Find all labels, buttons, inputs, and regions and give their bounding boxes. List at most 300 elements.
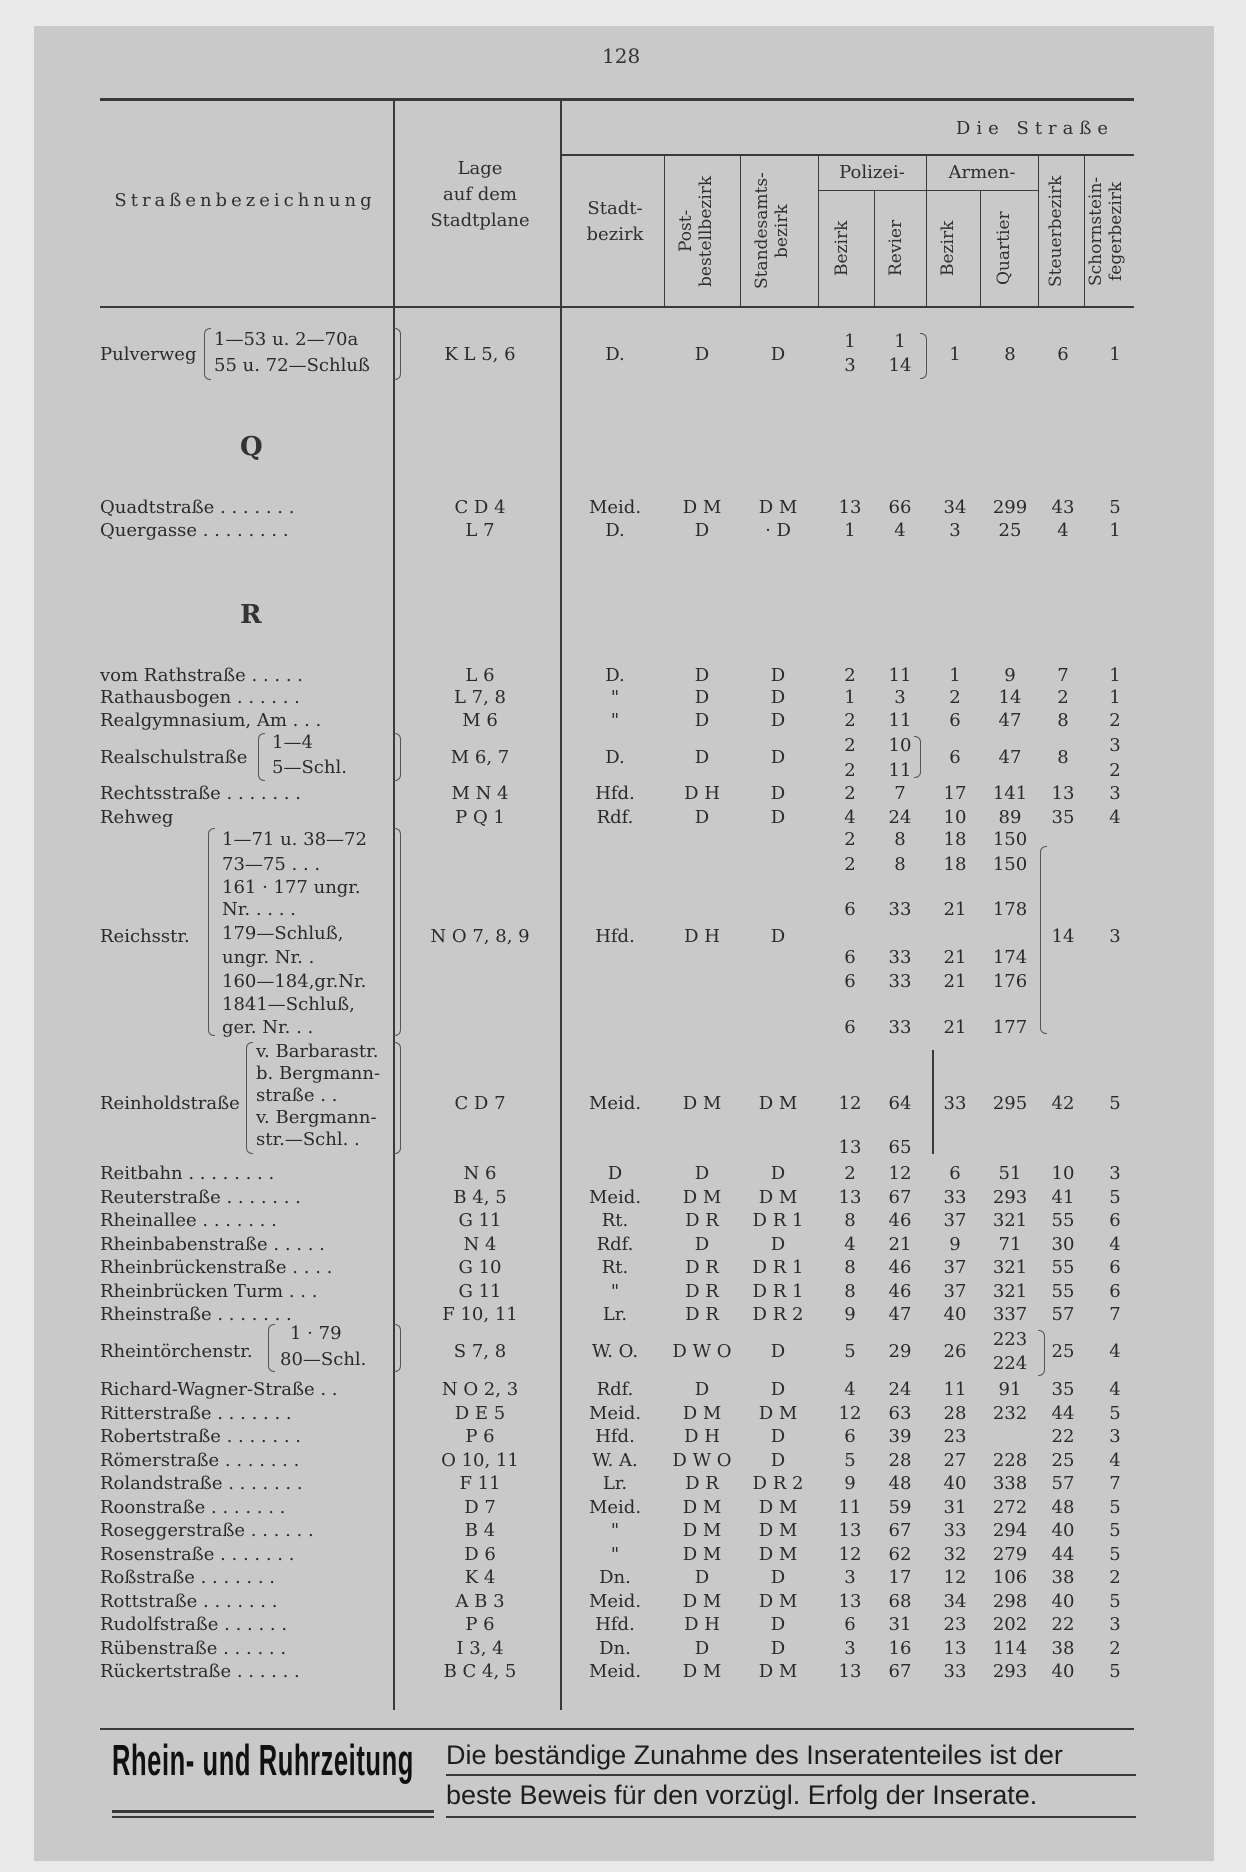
row-sch: 1 xyxy=(1109,665,1121,686)
row-lage: G 10 xyxy=(458,1257,502,1278)
realschul-st: 8 xyxy=(1057,747,1069,768)
reichsstr-sub: Nr. . . . . xyxy=(222,899,296,920)
row-lage: K 4 xyxy=(464,1567,496,1588)
col-rule-9 xyxy=(1038,155,1039,307)
row-aq: 202 xyxy=(992,1614,1028,1635)
row-lage: F 11 xyxy=(459,1473,501,1494)
row-lage: F 10, 11 xyxy=(442,1304,518,1325)
row-post: D xyxy=(694,710,710,731)
row-st: 30 xyxy=(1051,1233,1075,1255)
realschul-sch1: 3 xyxy=(1109,735,1121,756)
reinhold-row xyxy=(0,1092,1246,1115)
row-name: Reitbahn . . . . . . . . xyxy=(100,1163,275,1184)
polizei-subrule xyxy=(818,190,926,191)
row-aq: 279 xyxy=(992,1543,1028,1565)
ad-bottom-rule xyxy=(446,1816,1136,1818)
row-lage: N O 2, 3 xyxy=(441,1379,519,1400)
row-pr: 67 xyxy=(888,1186,912,1208)
table-row xyxy=(0,1378,1246,1401)
header-lage-2: auf dem xyxy=(443,184,517,205)
row-lage: P Q 1 xyxy=(455,807,505,828)
row-stand: D xyxy=(770,1637,786,1659)
header-standesamt: Standesamts-bezirk xyxy=(752,172,792,290)
row-st: 22 xyxy=(1051,1614,1075,1635)
row-lage: A B 3 xyxy=(455,1590,505,1612)
row-stadt: W. A. xyxy=(592,1449,638,1471)
row-ab: 21 xyxy=(943,947,967,968)
row-aq: 294 xyxy=(992,1520,1028,1541)
rheintoerchen-lage: S 7, 8 xyxy=(453,1341,507,1362)
row-stand: D M xyxy=(758,1661,798,1682)
realschul-pr2: 11 xyxy=(888,760,912,781)
reichsstr-sub: 179—Schluß, xyxy=(222,923,344,944)
row-post: D M xyxy=(682,1590,722,1612)
row-post: D H xyxy=(684,783,720,804)
realschul-row-b xyxy=(0,759,1246,782)
pulverweg-name: Pulverweg xyxy=(100,344,197,365)
row-ab: 33 xyxy=(943,1520,967,1541)
row-ab: 23 xyxy=(943,1426,967,1447)
row-aq: 89 xyxy=(998,807,1022,828)
row-st: 8 xyxy=(1057,710,1069,731)
row-post: D xyxy=(694,687,710,708)
row-lage: M N 4 xyxy=(451,783,509,804)
row-stadt: Rdf. xyxy=(596,1379,634,1400)
row-ab: 37 xyxy=(943,1280,967,1302)
section-letter-r: R xyxy=(240,600,262,630)
row-sch: 7 xyxy=(1109,1304,1121,1325)
row-pr: 24 xyxy=(888,807,912,828)
row-name: Rottstraße . . . . . . . xyxy=(100,1590,278,1612)
row-aq: 321 xyxy=(992,1280,1028,1302)
row-pr: 33 xyxy=(888,1017,912,1038)
row-pb: 11 xyxy=(838,1496,862,1518)
row-ab: 6 xyxy=(949,1163,961,1184)
table-row xyxy=(0,1256,1246,1279)
reinhold-sch: 5 xyxy=(1109,1093,1121,1114)
rheintoerchen-row-b xyxy=(0,1352,1246,1375)
reinhold-sub: straße . . xyxy=(256,1085,338,1106)
row-pb: 1 xyxy=(844,520,856,541)
rheintoerchen-ab: 26 xyxy=(943,1341,967,1362)
row-stadt: Hfd. xyxy=(595,1614,635,1635)
row-lage: G 11 xyxy=(458,1280,502,1302)
row-pr: 3 xyxy=(894,687,906,708)
reinhold-sub: b. Bergmann- xyxy=(256,1063,381,1084)
row-name: Rolandstraße . . . . . . . xyxy=(100,1473,303,1494)
row-aq: 337 xyxy=(992,1304,1028,1325)
row-post: D xyxy=(694,1163,710,1184)
reinhold-pb1: 12 xyxy=(838,1093,862,1114)
reichsstr-sch: 3 xyxy=(1109,926,1121,947)
row-stand: D M xyxy=(758,1520,798,1541)
row-name: Quadtstraße . . . . . . . xyxy=(100,497,295,518)
row-aq: 106 xyxy=(992,1567,1028,1588)
row-ab: 33 xyxy=(943,1661,967,1682)
row-pr: 48 xyxy=(888,1473,912,1494)
table-row xyxy=(0,922,1246,945)
row-name: Rübenstraße . . . . . . xyxy=(100,1637,287,1659)
row-sch: 5 xyxy=(1109,1590,1121,1612)
row-ab: 11 xyxy=(943,1379,967,1400)
row-ab: 21 xyxy=(943,1017,967,1038)
row-post: D xyxy=(694,1567,710,1588)
pulverweg-row-b xyxy=(0,354,1246,377)
row-aq: 9 xyxy=(1004,665,1016,686)
ad-title: Rhein- und Ruhrzeitung xyxy=(112,1736,414,1785)
row-post: D W O xyxy=(672,1449,732,1471)
row-aq: 232 xyxy=(992,1402,1028,1424)
reichsstr-sub: 73—75 . . . xyxy=(222,854,321,875)
col-rule-3 xyxy=(664,155,665,307)
reichsstr-stadt: Hfd. xyxy=(595,926,635,947)
row-name: Roonstraße . . . . . . . xyxy=(100,1496,286,1518)
reichsstr-sub: ungr. Nr. . xyxy=(222,947,315,968)
reinhold-sub: str.—Schl. . xyxy=(256,1129,360,1150)
row-st: 38 xyxy=(1051,1637,1075,1659)
row-lage: N 6 xyxy=(463,1163,497,1184)
row-stand: D xyxy=(770,710,786,731)
realschul-row-a xyxy=(0,734,1246,757)
row-ab: 13 xyxy=(943,1637,967,1659)
table-row xyxy=(0,1590,1246,1613)
row-name: Rehweg xyxy=(100,807,174,828)
row-stadt: Hfd. xyxy=(595,783,635,804)
row-name: Rudolfstraße . . . . . . xyxy=(100,1614,288,1635)
row-lage: I 3, 4 xyxy=(456,1637,504,1659)
row-st: 2 xyxy=(1057,687,1069,708)
row-stadt: D. xyxy=(605,665,625,686)
row-sch: 2 xyxy=(1109,1567,1121,1588)
row-ab: 31 xyxy=(943,1496,967,1518)
pulverweg-pb1: 1 xyxy=(844,331,856,352)
row-pb: 3 xyxy=(844,1637,856,1659)
row-post: D M xyxy=(682,1496,722,1518)
pulverweg-pb2: 3 xyxy=(844,355,856,376)
reinhold-name: Reinholdstraße xyxy=(100,1093,240,1114)
row-aq: 176 xyxy=(992,971,1028,992)
row-stand: · D xyxy=(765,520,791,541)
row-name: Rheinbabenstraße . . . . . xyxy=(100,1233,325,1255)
pulverweg-sub1: 1—53 u. 2—70a xyxy=(214,329,359,350)
row-stand: D xyxy=(770,1614,786,1635)
row-stadt: Rdf. xyxy=(596,1233,634,1255)
rheintoerchen-aq2: 224 xyxy=(992,1353,1028,1374)
header-armen-bezirk: Bezirk xyxy=(938,220,958,276)
rheintoerchen-st: 25 xyxy=(1051,1341,1075,1362)
header-strassenbezeichnung: Straßenbezeichnung xyxy=(114,190,376,211)
header-schornstein: Schornstein-fegerbezirk xyxy=(1086,176,1126,286)
reichsstr-sub: 1—71 u. 38—72 xyxy=(222,829,367,850)
row-aq: 321 xyxy=(992,1257,1028,1278)
rheintoerchen-sub1: 1 · 79 xyxy=(290,1323,342,1344)
row-sch: 5 xyxy=(1109,497,1121,518)
table-row xyxy=(0,1162,1246,1185)
row-lage: B 4, 5 xyxy=(453,1186,507,1208)
row-ab: 17 xyxy=(943,783,967,804)
row-stand: D M xyxy=(758,1590,798,1612)
row-name: Rheinstraße . . . . . . . xyxy=(100,1304,292,1325)
row-aq: 321 xyxy=(992,1210,1028,1231)
row-st: 44 xyxy=(1051,1543,1075,1565)
row-stadt: Rdf. xyxy=(596,807,634,828)
header-polizei-revier: Revier xyxy=(886,219,906,277)
table-row xyxy=(0,1303,1246,1326)
row-ab: 40 xyxy=(943,1304,967,1325)
row-pr: 16 xyxy=(888,1637,912,1659)
row-stand: D xyxy=(770,1379,786,1400)
ad-title-underline-2 xyxy=(112,1816,434,1818)
pulverweg-sch: 1 xyxy=(1109,344,1121,365)
table-row xyxy=(0,1660,1246,1683)
row-stadt: Meid. xyxy=(588,1661,642,1682)
row-post: D M xyxy=(682,497,722,518)
row-post: D xyxy=(694,520,710,541)
row-stand: D xyxy=(770,807,786,828)
row-stand: D xyxy=(770,665,786,686)
row-ab: 23 xyxy=(943,1614,967,1635)
row-post: D M xyxy=(682,1661,722,1682)
reichsstr-lage: N O 7, 8, 9 xyxy=(430,926,530,947)
row-name: Rheinbrückenstraße . . . . xyxy=(100,1257,333,1278)
row-stand: D M xyxy=(758,497,798,518)
table-row xyxy=(0,1209,1246,1232)
row-stadt: Dn. xyxy=(599,1637,631,1659)
row-post: D xyxy=(694,1637,710,1659)
row-lage: P 6 xyxy=(465,1426,495,1447)
table-row xyxy=(0,519,1246,542)
row-sch: 1 xyxy=(1109,520,1121,541)
row-lage: G 11 xyxy=(458,1210,502,1231)
row-lage: O 10, 11 xyxy=(441,1449,519,1471)
armen-subrule xyxy=(926,190,1038,191)
row-st: 22 xyxy=(1051,1426,1075,1447)
reinhold-stadt: Meid. xyxy=(588,1093,642,1114)
row-pb: 2 xyxy=(844,665,856,686)
page-number: 128 xyxy=(602,44,641,68)
row-sch: 3 xyxy=(1109,1426,1121,1447)
row-name: Rathausbogen . . . . . . xyxy=(100,687,300,708)
table-row xyxy=(0,496,1246,519)
row-lage: D E 5 xyxy=(454,1402,506,1424)
realschul-post: D xyxy=(694,747,710,768)
row-sch: 5 xyxy=(1109,1496,1121,1518)
row-stadt: Meid. xyxy=(588,1402,642,1424)
row-pr: 59 xyxy=(888,1496,912,1518)
header-armen: Armen- xyxy=(948,162,1016,183)
col-rule-6 xyxy=(874,190,875,307)
table-row xyxy=(0,1566,1246,1589)
row-pr: 28 xyxy=(888,1449,912,1471)
row-sch: 6 xyxy=(1109,1280,1121,1302)
realschul-aq: 47 xyxy=(998,747,1022,768)
row-name: Rheinbrücken Turm . . . xyxy=(100,1280,318,1302)
row-aq: 71 xyxy=(998,1233,1022,1255)
row-name: Quergasse . . . . . . . . xyxy=(100,520,289,541)
strasse-rule xyxy=(560,154,1134,156)
header-stadtbezirk-2: bezirk xyxy=(586,224,644,245)
row-st: 43 xyxy=(1051,497,1075,518)
row-name: Realgymnasium, Am . . . xyxy=(100,710,322,731)
table-row xyxy=(0,709,1246,732)
row-name: Ritterstraße . . . . . . . xyxy=(100,1402,292,1424)
row-stand: D xyxy=(770,1233,786,1255)
ad-line-rule xyxy=(446,1774,1136,1776)
reinhold-ab: 33 xyxy=(943,1093,967,1114)
row-aq: 91 xyxy=(998,1379,1022,1400)
row-pr: 4 xyxy=(894,520,906,541)
header-lage xyxy=(400,156,560,234)
row-stadt: Meid. xyxy=(588,1496,642,1518)
row-pr: 7 xyxy=(894,783,906,804)
table-row xyxy=(0,1425,1246,1448)
row-aq: 174 xyxy=(992,947,1028,968)
realschul-pr1: 10 xyxy=(888,735,912,756)
col-rule-4 xyxy=(740,155,741,307)
table-row xyxy=(0,1186,1246,1209)
row-lage: B 4 xyxy=(464,1520,496,1541)
reinhold-stand: D M xyxy=(758,1093,798,1114)
row-sch: 4 xyxy=(1109,1379,1121,1400)
reinhold-pb2: 13 xyxy=(838,1137,862,1158)
row-sch: 4 xyxy=(1109,1233,1121,1255)
row-ab: 27 xyxy=(943,1449,967,1471)
row-post: D M xyxy=(682,1543,722,1565)
row-pr: 33 xyxy=(888,971,912,992)
row-sch: 6 xyxy=(1109,1210,1121,1231)
header-post: Post-bestellbezirk xyxy=(676,175,716,287)
rheintoerchen-pr: 29 xyxy=(888,1341,912,1362)
row-ab: 10 xyxy=(943,807,967,828)
row-pb: 4 xyxy=(844,1379,856,1400)
row-post: D M xyxy=(682,1186,722,1208)
realschul-ab: 6 xyxy=(949,747,961,768)
reichsstr-sub: 161 · 177 ungr. xyxy=(222,877,361,898)
row-st: 55 xyxy=(1051,1210,1075,1231)
row-pb: 13 xyxy=(838,1590,862,1612)
row-post: D R xyxy=(685,1210,719,1231)
row-aq: 177 xyxy=(992,1017,1028,1038)
row-name: Roßstraße . . . . . . . xyxy=(100,1567,275,1588)
row-stand: D xyxy=(770,783,786,804)
table-row xyxy=(0,993,1246,1016)
table-row xyxy=(0,1613,1246,1636)
row-stand: D M xyxy=(758,1402,798,1424)
reinhold-row-b xyxy=(0,1136,1246,1159)
row-post: D xyxy=(694,665,710,686)
row-aq: 114 xyxy=(992,1637,1028,1659)
rheintoerchen-aq1: 223 xyxy=(992,1329,1028,1350)
row-pb: 1 xyxy=(844,687,856,708)
row-st: 57 xyxy=(1051,1473,1075,1494)
row-aq: 298 xyxy=(992,1590,1028,1612)
row-sch: 4 xyxy=(1109,1449,1121,1471)
row-pr: 67 xyxy=(888,1661,912,1682)
realschul-lage: M 6, 7 xyxy=(450,747,510,768)
row-stadt: " xyxy=(610,710,620,731)
row-pb: 13 xyxy=(838,1186,862,1208)
rheintoerchen-sch: 4 xyxy=(1109,1341,1121,1362)
row-sch: 4 xyxy=(1109,807,1121,828)
row-stadt: Dn. xyxy=(599,1567,631,1588)
row-name: Römerstraße . . . . . . . xyxy=(100,1449,300,1471)
row-lage: D 6 xyxy=(464,1543,496,1565)
realschul-sch2: 2 xyxy=(1109,760,1121,781)
row-stand: D xyxy=(770,1426,786,1447)
reinhold-aq: 295 xyxy=(992,1093,1028,1114)
pulverweg-aq: 8 xyxy=(1004,344,1016,365)
row-pr: 11 xyxy=(888,710,912,731)
row-stand: D R 2 xyxy=(752,1473,804,1494)
row-pb: 6 xyxy=(844,1017,856,1038)
pulverweg-row-a xyxy=(0,330,1246,353)
row-aq: 141 xyxy=(992,783,1028,804)
reichsstr-st: 14 xyxy=(1051,926,1075,947)
row-name: vom Rathstraße . . . . . xyxy=(100,665,304,686)
table-row xyxy=(0,782,1246,805)
row-pr: 46 xyxy=(888,1257,912,1278)
pulverweg-stand: D xyxy=(770,344,786,365)
row-stadt: Meid. xyxy=(588,497,642,518)
realschul-sub2: 5—Schl. xyxy=(272,757,347,778)
row-pb: 6 xyxy=(844,899,856,920)
header-polizei: Polizei- xyxy=(839,162,905,183)
row-stand: D xyxy=(770,1449,786,1471)
reichsstr-sub: 1841—Schluß, xyxy=(222,994,355,1015)
row-pb: 4 xyxy=(844,807,856,828)
row-sch: 2 xyxy=(1109,1637,1121,1659)
reinhold-lage: C D 7 xyxy=(454,1093,506,1114)
col-rule-10 xyxy=(1084,155,1085,307)
row-stadt: D xyxy=(607,1163,623,1184)
row-name: Richard-Wagner-Straße . . xyxy=(100,1379,338,1400)
row-aq: 150 xyxy=(992,854,1028,875)
row-stadt: Lr. xyxy=(602,1304,628,1325)
row-pr: 33 xyxy=(888,899,912,920)
row-ab: 3 xyxy=(949,520,961,541)
row-stand: D xyxy=(770,1163,786,1184)
row-aq: 272 xyxy=(992,1496,1028,1518)
row-stand: D R 1 xyxy=(752,1280,804,1302)
pulverweg-lage: K L 5, 6 xyxy=(444,344,516,365)
row-lage: C D 4 xyxy=(454,497,506,518)
row-pr: 17 xyxy=(888,1567,912,1588)
header-stadtbezirk xyxy=(570,196,660,248)
row-lage: L 6 xyxy=(465,665,495,686)
row-post: D M xyxy=(682,1520,722,1541)
ad-line-2: beste Beweis für den vorzügl. Erfolg der Inserate. xyxy=(446,1780,1038,1810)
row-sch: 5 xyxy=(1109,1520,1121,1541)
row-st: 55 xyxy=(1051,1257,1075,1278)
row-sch: 1 xyxy=(1109,687,1121,708)
reichsstr-sub: ger. Nr. . . xyxy=(222,1017,314,1038)
row-st: 44 xyxy=(1051,1402,1075,1424)
row-ab: 18 xyxy=(943,829,967,850)
row-pb: 13 xyxy=(838,497,862,518)
row-stadt: Meid. xyxy=(588,1186,642,1208)
row-sch: 5 xyxy=(1109,1186,1121,1208)
table-row xyxy=(0,946,1246,969)
table-row xyxy=(0,1519,1246,1542)
row-post: D R xyxy=(685,1473,719,1494)
table-row xyxy=(0,1280,1246,1303)
row-stand: D M xyxy=(758,1496,798,1518)
table-row xyxy=(0,1233,1246,1256)
row-pb: 4 xyxy=(844,1233,856,1255)
row-pr: 33 xyxy=(888,947,912,968)
table-row xyxy=(0,898,1246,921)
row-aq: 51 xyxy=(998,1163,1022,1184)
